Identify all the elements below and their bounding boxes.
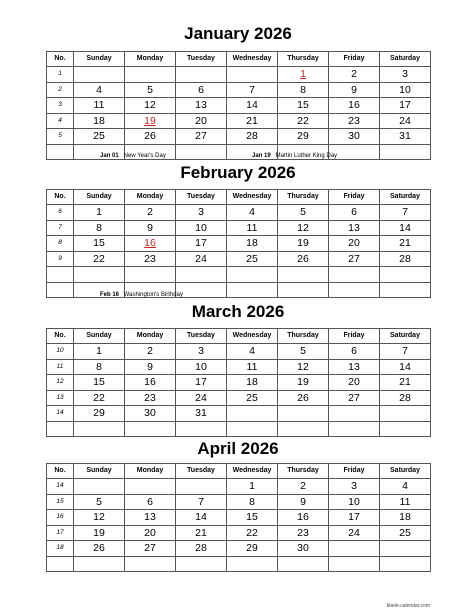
week-row [47, 82, 431, 98]
day-cell [125, 267, 176, 283]
day-cell: 12 [278, 359, 329, 375]
weekday-header: Monday [125, 190, 176, 205]
day-cell: 5 [125, 82, 176, 98]
week-row [47, 375, 431, 391]
day-cell: 16 [329, 98, 380, 114]
day-cell: 8 [74, 359, 125, 375]
day-cell: 9 [125, 220, 176, 236]
day-cell [227, 267, 278, 283]
day-cell: 1 [227, 479, 278, 495]
day-cell [329, 267, 380, 283]
week-number: 2 [47, 82, 74, 98]
day-cell [227, 421, 278, 437]
month-table [46, 463, 431, 572]
weekday-header: Monday [125, 464, 176, 479]
weekday-header: Thursday [278, 464, 329, 479]
week-number: 5 [47, 129, 74, 145]
day-cell: 22 [74, 390, 125, 406]
day-cell: 27 [329, 390, 380, 406]
month-title: January 2026 [184, 24, 292, 43]
week-number: 15 [47, 494, 74, 510]
week-row [47, 98, 431, 114]
day-cell: 24 [329, 525, 380, 541]
holiday-list [46, 153, 430, 163]
month-title: February 2026 [180, 163, 296, 182]
day-cell [125, 556, 176, 572]
day-cell: 12 [125, 98, 176, 114]
week-row [47, 67, 431, 83]
day-cell: 8 [227, 494, 278, 510]
weekday-header: Tuesday [176, 329, 227, 344]
week-number: 1 [47, 67, 74, 83]
weekday-header: Thursday [278, 190, 329, 205]
day-cell: 18 [74, 113, 125, 129]
day-cell [125, 67, 176, 83]
day-cell: 15 [74, 375, 125, 391]
week-number: 8 [47, 236, 74, 252]
week-number: 9 [47, 251, 74, 267]
day-cell: 22 [227, 525, 278, 541]
week-number-header: No. [47, 329, 74, 344]
week-number: 14 [47, 406, 74, 422]
holiday-name: New Year's Day [123, 153, 166, 159]
day-cell: 8 [74, 220, 125, 236]
day-cell: 1 [74, 205, 125, 221]
day-cell: 14 [380, 359, 431, 375]
week-row [47, 129, 431, 145]
day-cell [74, 67, 125, 83]
weekday-header: Monday [125, 52, 176, 67]
weekday-header: Friday [329, 464, 380, 479]
holiday-date: Jan 19 [252, 153, 271, 159]
day-cell: 6 [176, 82, 227, 98]
day-cell: 7 [380, 344, 431, 360]
day-cell: 31 [380, 129, 431, 145]
day-cell: 6 [329, 205, 380, 221]
weekday-header: Tuesday [176, 52, 227, 67]
day-cell [329, 421, 380, 437]
day-cell: 13 [176, 98, 227, 114]
day-cell: 9 [278, 494, 329, 510]
day-cell: 24 [176, 390, 227, 406]
day-cell: 7 [380, 205, 431, 221]
day-cell: 13 [125, 510, 176, 526]
day-cell: 10 [176, 220, 227, 236]
week-row [47, 113, 431, 129]
day-cell: 27 [329, 251, 380, 267]
day-cell: 6 [125, 494, 176, 510]
day-cell: 3 [380, 67, 431, 83]
day-cell [227, 556, 278, 572]
day-cell: 26 [278, 251, 329, 267]
weekday-header: Wednesday [227, 190, 278, 205]
day-cell: 29 [278, 129, 329, 145]
day-cell: 25 [227, 251, 278, 267]
day-cell: 24 [380, 113, 431, 129]
day-cell [176, 556, 227, 572]
day-cell: 26 [74, 541, 125, 557]
weekday-header: Saturday [380, 190, 431, 205]
week-number: 7 [47, 220, 74, 236]
day-cell: 15 [278, 98, 329, 114]
day-cell: 31 [176, 406, 227, 422]
month-table [46, 51, 431, 160]
week-number: 3 [47, 98, 74, 114]
day-cell: 21 [176, 525, 227, 541]
day-cell: 5 [278, 344, 329, 360]
day-cell: 17 [380, 98, 431, 114]
day-cell: 3 [176, 205, 227, 221]
day-cell: 2 [329, 67, 380, 83]
holiday-name: Washington's Birthday [123, 292, 183, 298]
day-cell: 27 [176, 129, 227, 145]
weekday-header: Friday [329, 52, 380, 67]
day-cell [227, 67, 278, 83]
week-row [47, 541, 431, 557]
holiday-item [100, 153, 166, 159]
day-cell: 16 [125, 375, 176, 391]
day-cell: 2 [125, 205, 176, 221]
day-cell [278, 421, 329, 437]
weekday-header: Monday [125, 329, 176, 344]
day-cell: 22 [74, 251, 125, 267]
week-number: 16 [47, 510, 74, 526]
day-cell [380, 556, 431, 572]
holiday-day-cell: 16 [125, 236, 176, 252]
weekday-header: Friday [329, 190, 380, 205]
week-row [47, 359, 431, 375]
week-row [47, 205, 431, 221]
weekday-header: Tuesday [176, 464, 227, 479]
day-cell: 28 [380, 251, 431, 267]
day-cell: 26 [125, 129, 176, 145]
day-cell [329, 406, 380, 422]
week-number: 4 [47, 113, 74, 129]
day-cell: 15 [74, 236, 125, 252]
month-table [46, 328, 431, 437]
week-number: 13 [47, 390, 74, 406]
day-cell: 11 [227, 359, 278, 375]
day-cell: 17 [329, 510, 380, 526]
day-cell: 12 [278, 220, 329, 236]
weekday-header: Sunday [74, 190, 125, 205]
weekday-header: Saturday [380, 329, 431, 344]
day-cell: 29 [227, 541, 278, 557]
day-cell: 11 [74, 98, 125, 114]
day-cell: 20 [176, 113, 227, 129]
day-cell [278, 406, 329, 422]
weekday-header: Wednesday [227, 464, 278, 479]
week-number: 10 [47, 344, 74, 360]
day-cell: 22 [278, 113, 329, 129]
weekday-header: Saturday [380, 52, 431, 67]
day-cell [74, 556, 125, 572]
week-row [47, 494, 431, 510]
header-row [47, 52, 431, 67]
holiday-name: Martin Luther King Day [275, 153, 338, 159]
week-number [47, 556, 74, 572]
day-cell: 28 [176, 541, 227, 557]
day-cell: 19 [278, 236, 329, 252]
week-row [47, 421, 431, 437]
week-number: 17 [47, 525, 74, 541]
day-cell [74, 421, 125, 437]
day-cell: 6 [329, 344, 380, 360]
day-cell: 30 [278, 541, 329, 557]
day-cell: 11 [380, 494, 431, 510]
day-cell: 16 [278, 510, 329, 526]
holiday-day-cell: 19 [125, 113, 176, 129]
holiday-day-cell: 1 [278, 67, 329, 83]
week-row [47, 390, 431, 406]
weekday-header: Friday [329, 329, 380, 344]
day-cell: 25 [227, 390, 278, 406]
day-cell: 2 [125, 344, 176, 360]
month-table [46, 189, 431, 298]
day-cell: 10 [176, 359, 227, 375]
header-row [47, 190, 431, 205]
week-number-header: No. [47, 190, 74, 205]
day-cell: 9 [125, 359, 176, 375]
day-cell [380, 406, 431, 422]
day-cell: 7 [227, 82, 278, 98]
holiday-list [46, 292, 430, 302]
day-cell: 14 [227, 98, 278, 114]
weekday-header: Wednesday [227, 329, 278, 344]
day-cell: 17 [176, 236, 227, 252]
week-row [47, 510, 431, 526]
week-row [47, 344, 431, 360]
month-title: March 2026 [191, 302, 285, 321]
day-cell: 29 [74, 406, 125, 422]
day-cell [278, 556, 329, 572]
day-cell: 14 [176, 510, 227, 526]
day-cell: 21 [227, 113, 278, 129]
day-cell: 30 [329, 129, 380, 145]
week-number [47, 267, 74, 283]
week-number [47, 421, 74, 437]
week-number: 11 [47, 359, 74, 375]
day-cell: 27 [125, 541, 176, 557]
day-cell: 21 [380, 236, 431, 252]
holiday-date: Jan 01 [100, 153, 119, 159]
week-number-header: No. [47, 52, 74, 67]
day-cell: 30 [125, 406, 176, 422]
day-cell: 10 [380, 82, 431, 98]
day-cell: 17 [176, 375, 227, 391]
header-row [47, 329, 431, 344]
day-cell: 4 [227, 205, 278, 221]
day-cell: 4 [380, 479, 431, 495]
day-cell: 20 [125, 525, 176, 541]
weekday-header: Wednesday [227, 52, 278, 67]
weekday-header: Sunday [74, 329, 125, 344]
day-cell [176, 479, 227, 495]
weekday-header: Thursday [278, 52, 329, 67]
day-cell: 28 [380, 390, 431, 406]
holiday-item [100, 292, 183, 298]
day-cell [176, 67, 227, 83]
day-cell: 19 [74, 525, 125, 541]
day-cell: 8 [278, 82, 329, 98]
day-cell: 5 [278, 205, 329, 221]
day-cell: 28 [227, 129, 278, 145]
day-cell: 23 [125, 251, 176, 267]
day-cell: 13 [329, 220, 380, 236]
week-row [47, 406, 431, 422]
day-cell: 18 [380, 510, 431, 526]
weekday-header: Tuesday [176, 190, 227, 205]
day-cell [125, 421, 176, 437]
day-cell: 24 [176, 251, 227, 267]
day-cell: 21 [380, 375, 431, 391]
footer-source: blank-calendar.com [386, 603, 430, 609]
day-cell: 23 [329, 113, 380, 129]
day-cell: 26 [278, 390, 329, 406]
day-cell: 11 [227, 220, 278, 236]
day-cell: 14 [380, 220, 431, 236]
week-number: 18 [47, 541, 74, 557]
day-cell [380, 267, 431, 283]
day-cell [74, 267, 125, 283]
day-cell: 23 [278, 525, 329, 541]
day-cell [329, 556, 380, 572]
day-cell [176, 421, 227, 437]
week-row [47, 525, 431, 541]
day-cell [125, 479, 176, 495]
day-cell: 9 [329, 82, 380, 98]
day-cell: 23 [125, 390, 176, 406]
week-row [47, 556, 431, 572]
day-cell: 18 [227, 375, 278, 391]
day-cell: 2 [278, 479, 329, 495]
day-cell [74, 479, 125, 495]
day-cell: 15 [227, 510, 278, 526]
month-title: April 2026 [197, 439, 279, 458]
day-cell: 25 [74, 129, 125, 145]
weekday-header: Sunday [74, 52, 125, 67]
day-cell: 19 [278, 375, 329, 391]
day-cell [380, 421, 431, 437]
week-row [47, 251, 431, 267]
weekday-header: Thursday [278, 329, 329, 344]
week-number: 6 [47, 205, 74, 221]
day-cell: 4 [74, 82, 125, 98]
day-cell: 4 [227, 344, 278, 360]
day-cell: 5 [74, 494, 125, 510]
day-cell: 1 [74, 344, 125, 360]
day-cell [227, 406, 278, 422]
day-cell: 10 [329, 494, 380, 510]
day-cell [278, 267, 329, 283]
day-cell [176, 267, 227, 283]
day-cell: 3 [329, 479, 380, 495]
weekday-header: Saturday [380, 464, 431, 479]
week-row [47, 220, 431, 236]
day-cell: 20 [329, 375, 380, 391]
day-cell: 20 [329, 236, 380, 252]
week-row [47, 236, 431, 252]
week-row [47, 479, 431, 495]
holiday-date: Feb 16 [100, 292, 120, 298]
day-cell: 12 [74, 510, 125, 526]
day-cell: 3 [176, 344, 227, 360]
day-cell [380, 541, 431, 557]
week-number-header: No. [47, 464, 74, 479]
day-cell [329, 541, 380, 557]
holiday-item [252, 153, 337, 159]
weekday-header: Sunday [74, 464, 125, 479]
day-cell: 13 [329, 359, 380, 375]
week-number: 14 [47, 479, 74, 495]
day-cell: 18 [227, 236, 278, 252]
header-row [47, 464, 431, 479]
day-cell: 7 [176, 494, 227, 510]
week-row [47, 267, 431, 283]
week-number: 12 [47, 375, 74, 391]
day-cell: 25 [380, 525, 431, 541]
